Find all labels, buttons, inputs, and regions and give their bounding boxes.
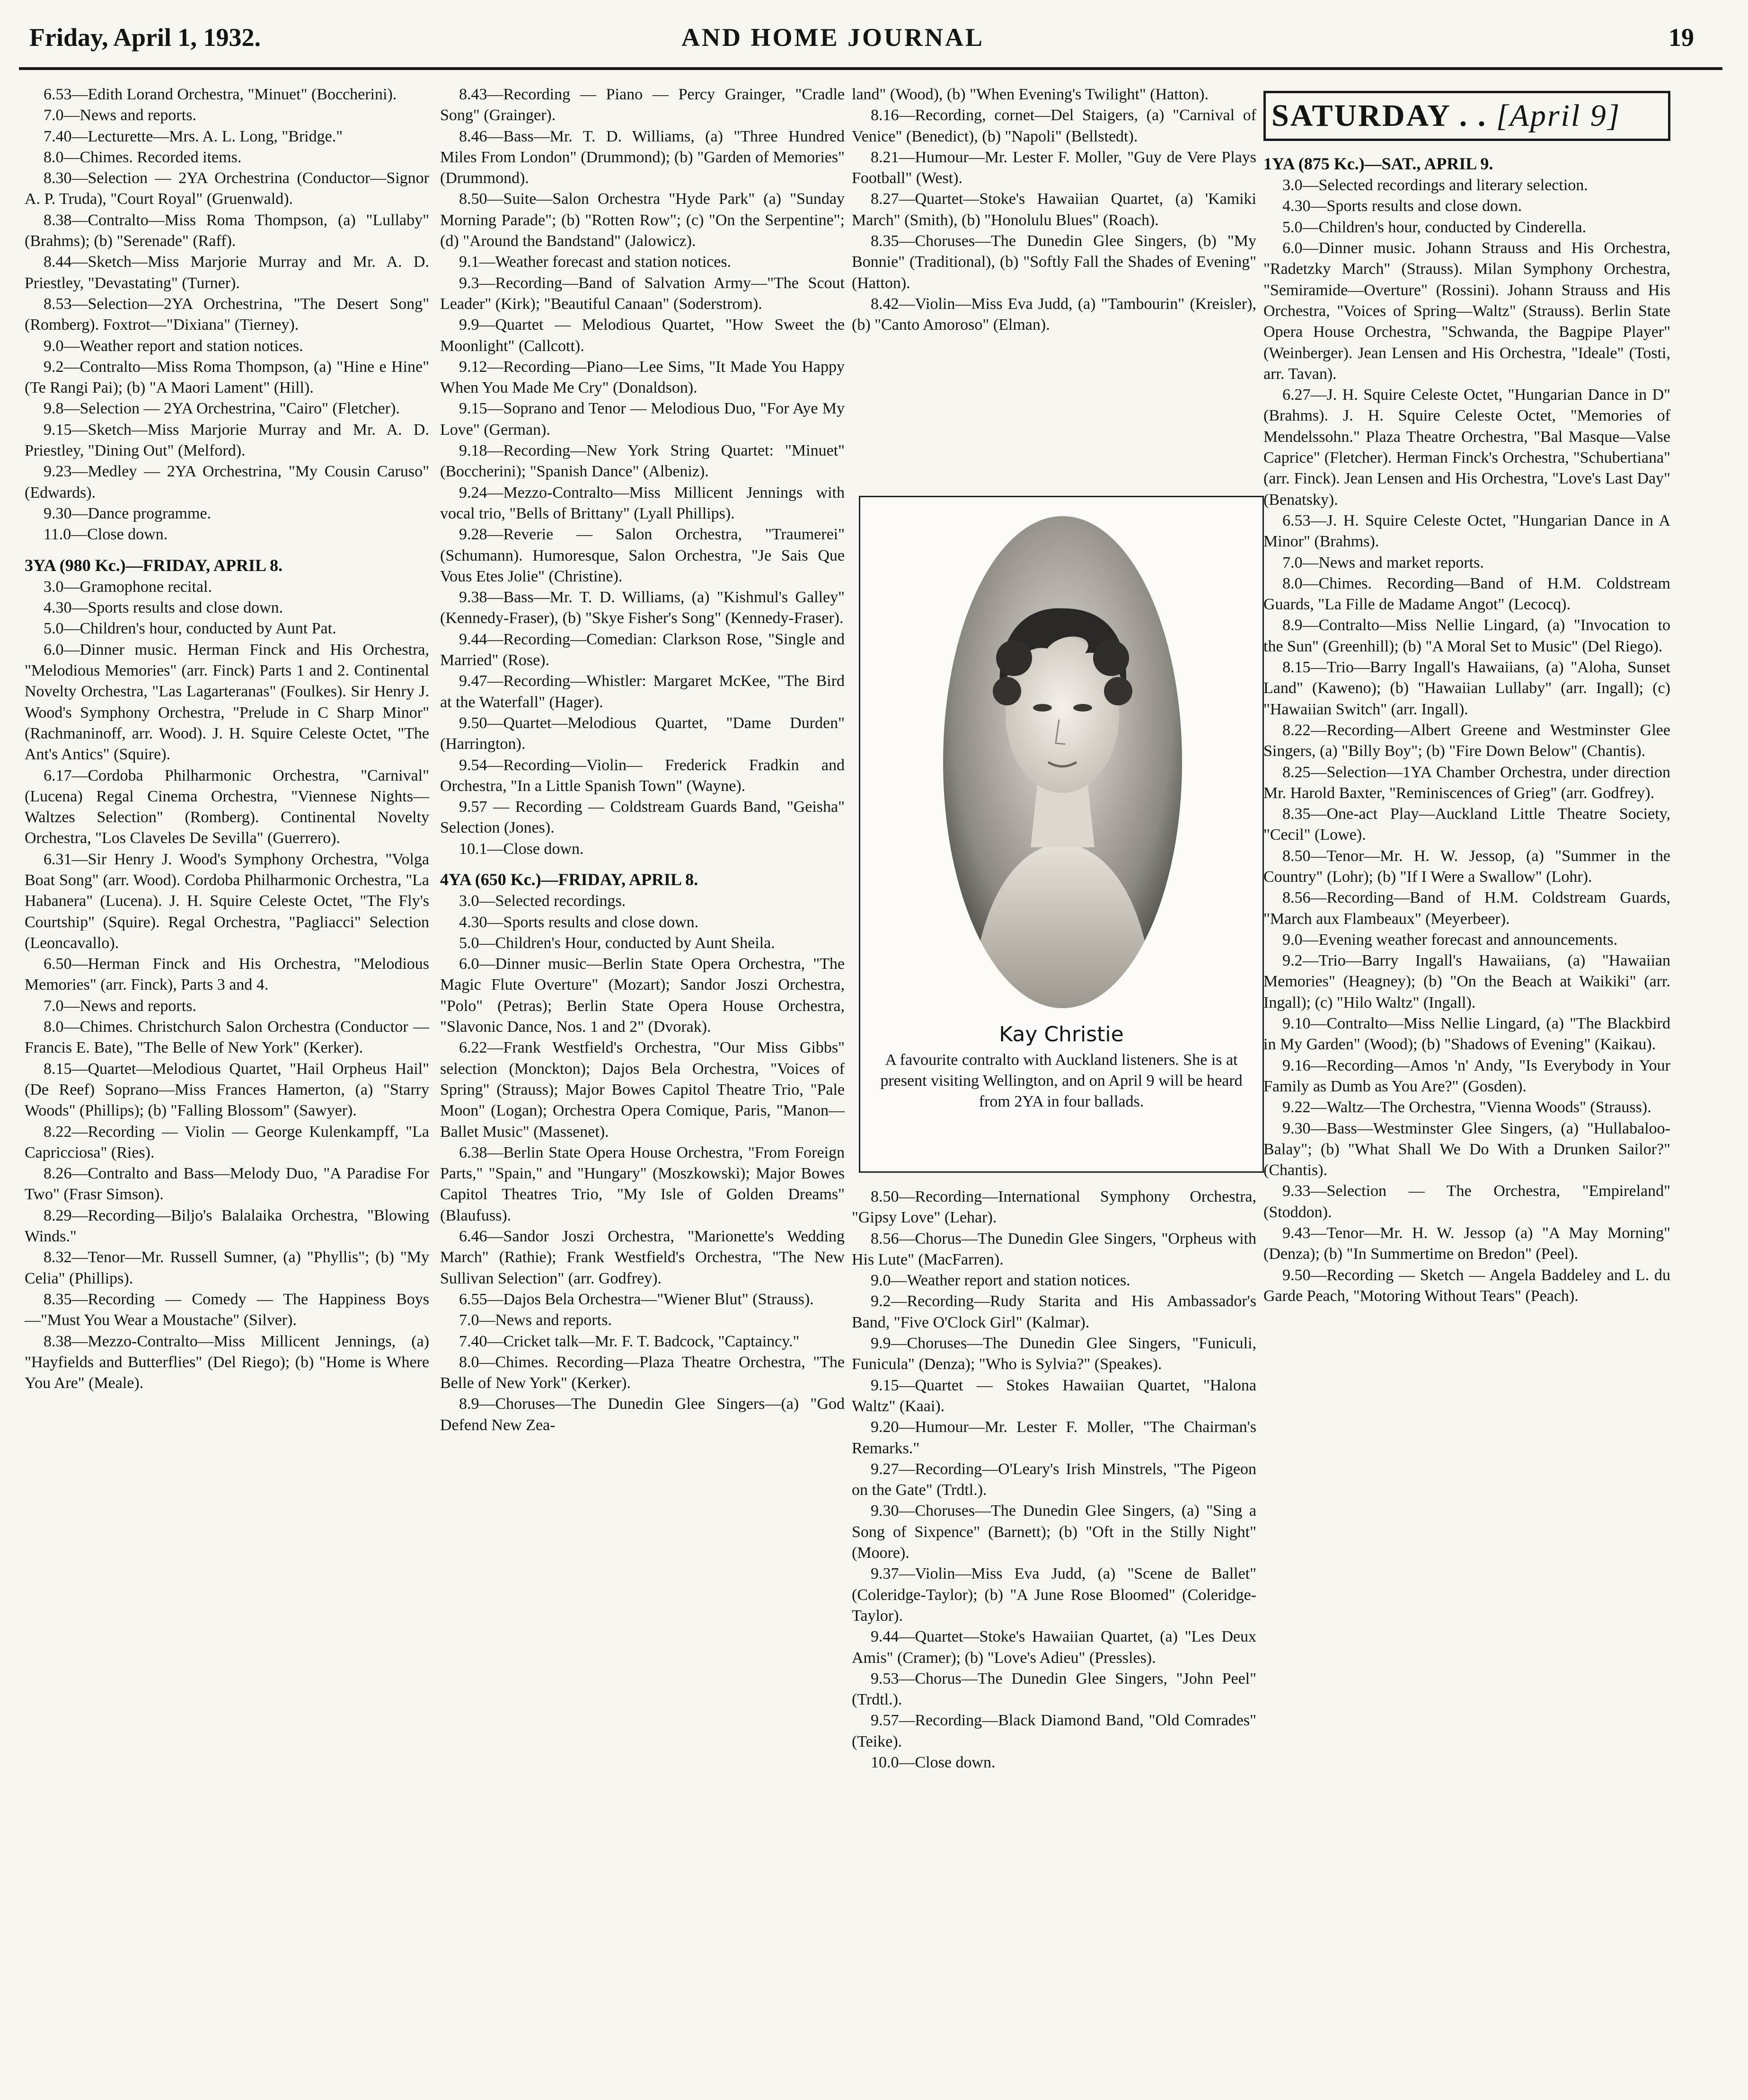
program-entry: 9.2—Recording—Rudy Starita and His Ambassador's Band, "Five O'Clock Girl" (Kalmar). (852, 1292, 1256, 1331)
program-entry: 8.35—Choruses—The Dunedin Glee Singers, (b) "My Bonnie" (Traditional), (b) "Softly Fall the Shades of Evening" (Hatton). (852, 232, 1256, 292)
program-entry: 8.15—Trio—Barry Ingall's Hawaiians, (a) "Aloha, Sunset Land" (Kaweno); (b) "Hawaiian Lullaby" (arr. Ingall); (c) "Hawaiian Switch" (arr. Ingall). (1263, 659, 1670, 718)
issue-date: Friday, April 1, 1932. (29, 23, 261, 52)
program-entry: 6.55—Dajos Bela Orchestra—"Wiener Blut" (Strauss). (459, 1290, 814, 1308)
program-list-3ya-continued (440, 84, 845, 860)
program-entry: 9.3—Recording—Band of Salvation Army—"The Scout Leader" (Kirk); "Beautiful Canaan" (Soderstrom). (440, 274, 845, 313)
portrait-image (943, 516, 1182, 1008)
program-entry: 8.16—Recording, cornet—Del Staigers, (a) "Carnival of Venice" (Benedict), (b) "Napoli" (Bellstedt). (852, 106, 1256, 145)
program-entry: 9.37—Violin—Miss Eva Judd, (a) "Scene de Ballet" (Coleridge-Taylor); (b) "A June Rose Bloomed" (Coleridge-Taylor). (852, 1565, 1256, 1625)
program-entry: 7.0—News and market reports. (1282, 554, 1484, 571)
program-entry: 8.0—Chimes. Recording—Plaza Theatre Orchestra, "The Belle of New York" (Kerker). (440, 1353, 845, 1392)
program-list-3ya (25, 577, 429, 1394)
program-entry: 9.12—Recording—Piano—Lee Sims, "It Made You Happy When You Made Me Cry" (Donaldson). (440, 358, 845, 397)
program-entry: 6.0—Dinner music—Berlin State Opera Orchestra, "The Magic Flute Overture" (Mozart); Sandor Joszi Orchestra, "Polo" (Petras); Berlin State Opera House Orchestra, "Slavonic Dance, Nos. 1 and 2" (Dvorak). (440, 955, 845, 1036)
program-entry: 9.2—Trio—Barry Ingall's Hawaiians, (a) "Hawaiian Memories" (Heagney); (b) "On the Beach at Waikiki" (arr. Ingall); (c) "Hilo Waltz" (Ingall). (1263, 952, 1670, 1011)
program-entry: 9.22—Waltz—The Orchestra, "Vienna Woods" (Strauss). (1282, 1098, 1651, 1116)
program-entry: 6.22—Frank Westfield's Orchestra, "Our Miss Gibbs" selection (Monckton); Dajos Bela Orchestra, "Voices of Spring" (Strauss); Major Bowes Capitol Theatre Trio, "Pale Moon" (Logan); Orchestra Opera Comique, Paris, "Manon—Ballet Music" (Massenet). (440, 1039, 845, 1141)
program-entry: 9.10—Contralto—Miss Nellie Lingard, (a) "The Blackbird in My Garden" (Wood); (b) "Shadows of Evening" (Kaikau). (1263, 1015, 1670, 1054)
program-entry: 9.0—Evening weather forecast and announcements. (1282, 931, 1618, 949)
program-entry: 10.1—Close down. (459, 840, 584, 858)
program-entry: 9.57—Recording—Black Diamond Band, "Old Comrades" (Teike). (852, 1712, 1256, 1750)
program-entry: 6.46—Sandor Joszi Orchestra, "Marionette's Wedding March" (Rathie); Frank Westfield's Orchestra, "The New Sullivan Selection" (arr. Godfrey). (440, 1228, 845, 1287)
program-entry: 9.24—Mezzo-Contralto—Miss Millicent Jennings with vocal trio, "Bells of Brittany" (Lyall Phillips). (440, 483, 845, 522)
program-entry: 8.0—Chimes. Recording—Band of H.M. Coldstream Guards, "La Fille de Madame Angot" (Lecocq). (1263, 574, 1670, 614)
program-entry: 9.2—Contralto—Miss Roma Thompson, (a) "Hine e Hine" (Te Rangi Pai); (b) "A Maori Lament" (Hill). (25, 358, 429, 397)
program-entry: 6.27—J. H. Squire Celeste Octet, "Hungarian Dance in D" (Brahms). J. H. Squire Celeste Octet, "Memories of Mendelssohn." Plaza Theatre Orchestra, "Bal Masque—Valse Caprice" (Fletcher). Herman Finck's Orchestra, "Schubertiana" (arr. Finck). Jean Lensen and His Orchestra, "Love's Last Day" (Benatsky). (1263, 386, 1670, 509)
portrait-name: Kay Christie (999, 1022, 1124, 1046)
program-entry: 6.38—Berlin State Opera House Orchestra, "From Foreign Parts," "Spain," and "Hungary" (Moszkowski); Major Bowes Capitol Theatres Trio, "My Isle of Golden Dreams" (Blaufuss). (440, 1143, 845, 1224)
program-entry: 8.26—Contralto and Bass—Melody Duo, "A Paradise For Two" (Frasr Simson). (25, 1165, 429, 1204)
program-entry: 7.40—Lecturette—Mrs. A. L. Long, "Bridge." (44, 127, 343, 145)
program-entry: 8.29—Recording—Biljo's Balalaika Orchestra, "Blowing Winds." (25, 1206, 429, 1246)
program-entry: 8.56—Recording—Band of H.M. Coldstream Guards, "March aux Flambeaux" (Meyerbeer). (1263, 889, 1670, 928)
program-entry: 9.57 — Recording — Coldstream Guards Band, "Geisha" Selection (Jones). (440, 798, 845, 837)
program-entry: 8.50—Tenor—Mr. H. W. Jessop, (a) "Summer in the Country" (Lohr); (b) "If I Were a Swallow" (Lohr). (1263, 847, 1670, 886)
program-entry: land" (Wood), (b) "When Evening's Twilight" (Hatton). (852, 86, 1209, 103)
program-entry: 8.46—Bass—Mr. T. D. Williams, (a) "Three Hundred Miles From London" (Drummond); (b) "Garden of Memories" (Drummond). (440, 127, 845, 187)
column-4 (1263, 84, 1670, 1307)
program-entry: 8.42—Violin—Miss Eva Judd, (a) "Tambourin" (Kreisler), (b) "Canto Amoroso" (Elman). (852, 295, 1256, 334)
program-entry: 8.15—Quartet—Melodious Quartet, "Hail Orpheus Hail" (De Reef) Soprano—Miss Frances Hamerton, (a) "Starry Woods" (Phillips); (b) "Falling Blossom" (Sawyer). (25, 1060, 429, 1120)
program-entry: 6.0—Dinner music. Herman Finck and His Orchestra, "Melodious Memories" (arr. Finck) Parts 1 and 2. Continental Novelty Orchestra, "Las Lagarteranas" (Foulkes). Sir Henry J. Wood's Symphony Orchestra, "Prelude in C Sharp Minor" (Rachmaninoff, arr. Wood). J. H. Squire Celeste Octet, "The Ant's Antics" (Squire). (25, 641, 429, 764)
saturday-banner (1263, 91, 1670, 141)
program-entry: 8.35—Recording — Comedy — The Happiness Boys—"Must You Wear a Moustache" (Silver). (25, 1290, 429, 1329)
column-3 (852, 84, 1256, 336)
program-entry: 7.0—News and reports. (44, 106, 196, 124)
program-list-4ya-continued (852, 84, 1256, 336)
program-entry: 3.0—Selected recordings. (459, 892, 626, 910)
saturday-date: [April 9] (1496, 98, 1621, 133)
program-entry: 9.27—Recording—O'Leary's Irish Minstrels, "The Pigeon on the Gate" (Trdtl.). (852, 1460, 1256, 1499)
program-entry: 9.47—Recording—Whistler: Margaret McKee, "The Bird at the Waterfall" (Hager). (440, 672, 845, 711)
program-entry: 10.0—Close down. (871, 1754, 996, 1772)
publication-title: AND HOME JOURNAL (681, 23, 984, 52)
program-entry: 11.0—Close down. (44, 526, 168, 544)
program-entry: 4.30—Sports results and close down. (459, 913, 699, 931)
program-entry: 3.0—Selected recordings and literary selection. (1282, 176, 1588, 194)
program-entry: 9.15—Quartet — Stokes Hawaiian Quartet, "Halona Waltz" (Kaai). (852, 1376, 1256, 1415)
program-entry: 9.9—Quartet — Melodious Quartet, "How Sweet the Moonlight" (Callcott). (440, 316, 845, 355)
program-entry: 9.43—Tenor—Mr. H. W. Jessop (a) "A May Morning" (Denza); (b) "In Summertime on Bredon" (Peel). (1263, 1224, 1670, 1263)
program-entry: 4.30—Sports results and close down. (44, 599, 283, 617)
program-entry: 8.25—Selection—1YA Chamber Orchestra, under direction Mr. Harold Baxter, "Reminiscences of Grieg" (arr. Godfrey). (1263, 763, 1670, 802)
program-entry: 8.0—Chimes. Recorded items. (44, 148, 242, 166)
program-entry: 9.1—Weather forecast and station notices. (459, 253, 732, 271)
program-entry: 8.21—Humour—Mr. Lester F. Moller, "Guy de Vere Plays Football" (West). (852, 148, 1256, 187)
program-entry: 9.53—Chorus—The Dunedin Glee Singers, "John Peel" (Trdtl.). (852, 1669, 1256, 1709)
portrait-photo (943, 516, 1182, 1008)
column-2 (440, 84, 845, 1436)
program-entry: 9.28—Reverie — Salon Orchestra, "Traumerei" (Schumann). Humoresque, Salon Orchestra, "Je Sais Que Vous Etes Jolie" (Christine). (440, 526, 845, 585)
program-entry: 3.0—Gramophone recital. (44, 578, 212, 596)
program-entry: 9.18—Recording—New York String Quartet: "Minuet" (Boccherini); "Spanish Dance" (Albeniz). (440, 442, 845, 481)
program-entry: 8.50—Suite—Salon Orchestra "Hyde Park" (a) "Sunday Morning Parade"; (b) "Rotten Row"; (c) "On the Serpentine"; (d) "Around the Bandstand" (Jalowicz). (440, 190, 845, 250)
program-entry: 9.54—Recording—Violin— Frederick Fradkin and Orchestra, "In a Little Spanish Town" (Wayne). (440, 756, 845, 795)
program-entry: 9.50—Quartet—Melodious Quartet, "Dame Durden" (Harrington). (440, 714, 845, 753)
program-entry: 8.22—Recording—Albert Greene and Westminster Glee Singers, (a) "Billy Boy"; (b) "Fire Down Below" (Chantis). (1263, 721, 1670, 760)
portrait-caption: A favourite contralto with Auckland listeners. She is at present visiting Wellington, and on April 9 will be heard from 2YA in four ballads. (880, 1051, 1243, 1110)
program-entry: 9.20—Humour—Mr. Lester F. Moller, "The Chairman's Remarks." (852, 1418, 1256, 1457)
program-entry: 9.30—Choruses—The Dunedin Glee Singers, (a) "Sing a Song of Sixpence" (Barnett); (b) "Oft in the Stilly Night" (Moore). (852, 1502, 1256, 1562)
program-entry: 9.50—Recording — Sketch — Angela Baddeley and L. du Garde Peach, "Motoring Without Tears" (Peach). (1263, 1266, 1670, 1305)
program-entry: 4.30—Sports results and close down. (1282, 197, 1522, 215)
program-entry: 9.44—Quartet—Stoke's Hawaiian Quartet, (a) "Les Deux Amis" (Cramer); (b) "Love's Adieu" (Pressles). (852, 1628, 1256, 1667)
portrait-feature (859, 496, 1264, 1173)
program-entry: 9.8—Selection — 2YA Orchestrina, "Cairo" (Fletcher). (44, 400, 400, 418)
program-entry: 8.53—Selection—2YA Orchestrina, "The Desert Song" (Romberg). Foxtrot—"Dixiana" (Tierney). (25, 295, 429, 334)
program-entry: 5.0—Children's hour, conducted by Aunt Pat. (44, 620, 336, 638)
column-3-lower (852, 1186, 1256, 1773)
station-heading-1ya: 1YA (875 Kc.)—SAT., APRIL 9. (1263, 154, 1493, 173)
program-entry: 9.15—Soprano and Tenor — Melodious Duo, "For Aye My Love" (German). (440, 400, 845, 439)
program-entry: 8.9—Contralto—Miss Nellie Lingard, (a) "Invocation to the Sun" (Greenhill); (b) "A Moral Set to Music" (Del Riego). (1263, 616, 1670, 655)
program-entry: 6.17—Cordoba Philharmonic Orchestra, "Carnival" (Lucena) Regal Cinema Orchestra, "Viennese Nights—Waltzes Selection" (Romberg). Continental Novelty Orchestra, "Los Claveles De Sevilla" (Guerrero). (25, 766, 429, 847)
program-entry: 6.31—Sir Henry J. Wood's Symphony Orchestra, "Volga Boat Song" (arr. Wood). Cordoba Philharmonic Orchestra, "La Habanera" (Lucena). J. H. Squire Celeste Octet, "The Fly's Courtship" (Squire). Regal Orchestra, "Pagliacci" Selection (Leoncavallo). (25, 850, 429, 952)
program-entry: 6.53—J. H. Squire Celeste Octet, "Hungarian Dance in A Minor" (Brahms). (1263, 511, 1670, 551)
station-heading-4ya: 4YA (650 Kc.)—FRIDAY, APRIL 8. (440, 870, 698, 889)
program-entry: 8.32—Tenor—Mr. Russell Sumner, (a) "Phyllis"; (b) "My Celia" (Phillips). (25, 1248, 429, 1287)
program-entry: 7.0—News and reports. (44, 997, 196, 1015)
program-entry: 8.0—Chimes. Christchurch Salon Orchestra (Conductor — Francis E. Bate), "The Belle of New York" (Kerker). (25, 1018, 429, 1057)
program-entry: 7.0—News and reports. (459, 1311, 612, 1329)
program-entry: 8.30—Selection — 2YA Orchestrina (Conductor—Signor A. P. Truda), "Court Royal" (Gruenwald). (25, 169, 429, 208)
program-entry: 9.33—Selection — The Orchestra, "Empireland" (Stoddon). (1263, 1182, 1670, 1221)
saturday-label: SATURDAY . . (1271, 98, 1487, 133)
column-1 (25, 84, 429, 1394)
program-entry: 9.30—Dance programme. (44, 504, 212, 522)
page-header (0, 0, 1748, 71)
program-entry: 5.0—Children's Hour, conducted by Aunt Sheila. (459, 934, 775, 952)
program-list-1ya (1263, 175, 1670, 1307)
program-entry: 8.38—Contralto—Miss Roma Thompson, (a) "Lullaby" (Brahms); (b) "Serenade" (Raff). (25, 211, 429, 250)
program-entry: 8.44—Sketch—Miss Marjorie Murray and Mr. A. D. Priestley, "Devastating" (Turner). (25, 253, 429, 292)
program-entry: 7.40—Cricket talk—Mr. F. T. Badcock, "Captaincy." (459, 1332, 800, 1350)
program-entry: 5.0—Children's hour, conducted by Cinderella. (1282, 218, 1587, 236)
program-entry: 6.50—Herman Finck and His Orchestra, "Melodious Memories" (arr. Finck), Parts 3 and 4. (25, 955, 429, 994)
program-entry: 6.0—Dinner music. Johann Strauss and His Orchestra, "Radetzky March" (Strauss). Milan Symphony Orchestra, "Semiramide—Overture" (Rossini). Johann Strauss and His Orchestra, "Voices of Spring—Waltz" (Strauss). Berlin State Opera House Orchestra, "Schwanda, the Bagpipe Player" (Weinberger). Jean Lensen and His Orchestra, "Ideale" (Tosti, arr. Tavan). (1263, 239, 1670, 383)
program-entry: 8.27—Quartet—Stoke's Hawaiian Quartet, (a) 'Kamiki March" (Smith), (b) "Honolulu Blues" (Roach). (852, 190, 1256, 229)
program-entry: 8.38—Mezzo-Contralto—Miss Millicent Jennings, (a) "Hayfields and Butterflies" (Del Riego); (b) "Home is Where You Are" (Meale). (25, 1332, 429, 1392)
program-entry: 9.0—Weather report and station notices. (871, 1272, 1130, 1290)
program-entry: 8.50—Recording—International Symphony Orchestra, "Gipsy Love" (Lehar). (852, 1188, 1256, 1227)
program-entry: 8.22—Recording — Violin — George Kulenkampff, "La Capricciosa" (Ries). (25, 1123, 429, 1161)
program-entry: 9.23—Medley — 2YA Orchestrina, "My Cousin Caruso" (Edwards). (25, 463, 429, 501)
program-list-4ya (440, 891, 845, 1436)
program-entry: 8.56—Chorus—The Dunedin Glee Singers, "Orpheus with His Lute" (MacFarren). (852, 1230, 1256, 1268)
program-entry: 9.9—Choruses—The Dunedin Glee Singers, "Funiculi, Funicula" (Denza); "Who is Sylvia?" (Speakes). (852, 1335, 1256, 1373)
station-heading-3ya: 3YA (980 Kc.)—FRIDAY, APRIL 8. (25, 555, 283, 575)
program-entry: 9.30—Bass—Westminster Glee Singers, (a) "Hullabaloo-Balay"; (b) "What Shall We Do With a Drunken Sailor?" (Chantis). (1263, 1119, 1670, 1179)
program-entry: 9.15—Sketch—Miss Marjorie Murray and Mr. A. D. Priestley, "Dining Out" (Melford). (25, 421, 429, 460)
program-entry: 9.44—Recording—Comedian: Clarkson Rose, "Single and Married" (Rose). (440, 630, 845, 669)
program-list-2ya-continued (25, 84, 429, 545)
header-rule (19, 67, 1722, 70)
program-entry: 9.16—Recording—Amos 'n' Andy, "Is Everybody in Your Family as Dumb as You Are?" (Gosden). (1263, 1056, 1670, 1095)
page-number: 19 (1669, 23, 1694, 52)
program-entry: 9.38—Bass—Mr. T. D. Williams, (a) "Kishmul's Galley" (Kennedy-Fraser), (b) "Skye Fisher's Song" (Kennedy-Fraser). (440, 589, 845, 627)
program-entry: 6.53—Edith Lorand Orchestra, "Minuet" (Boccherini). (44, 86, 397, 103)
program-entry: 9.0—Weather report and station notices. (44, 337, 303, 355)
program-entry: 8.35—One-act Play—Auckland Little Theatre Society, "Cecil" (Lowe). (1263, 805, 1670, 844)
program-entry: 8.43—Recording — Piano — Percy Grainger, "Cradle Song" (Grainger). (440, 86, 845, 124)
program-entry: 8.9—Choruses—The Dunedin Glee Singers—(a) "God Defend New Zea- (440, 1395, 845, 1434)
